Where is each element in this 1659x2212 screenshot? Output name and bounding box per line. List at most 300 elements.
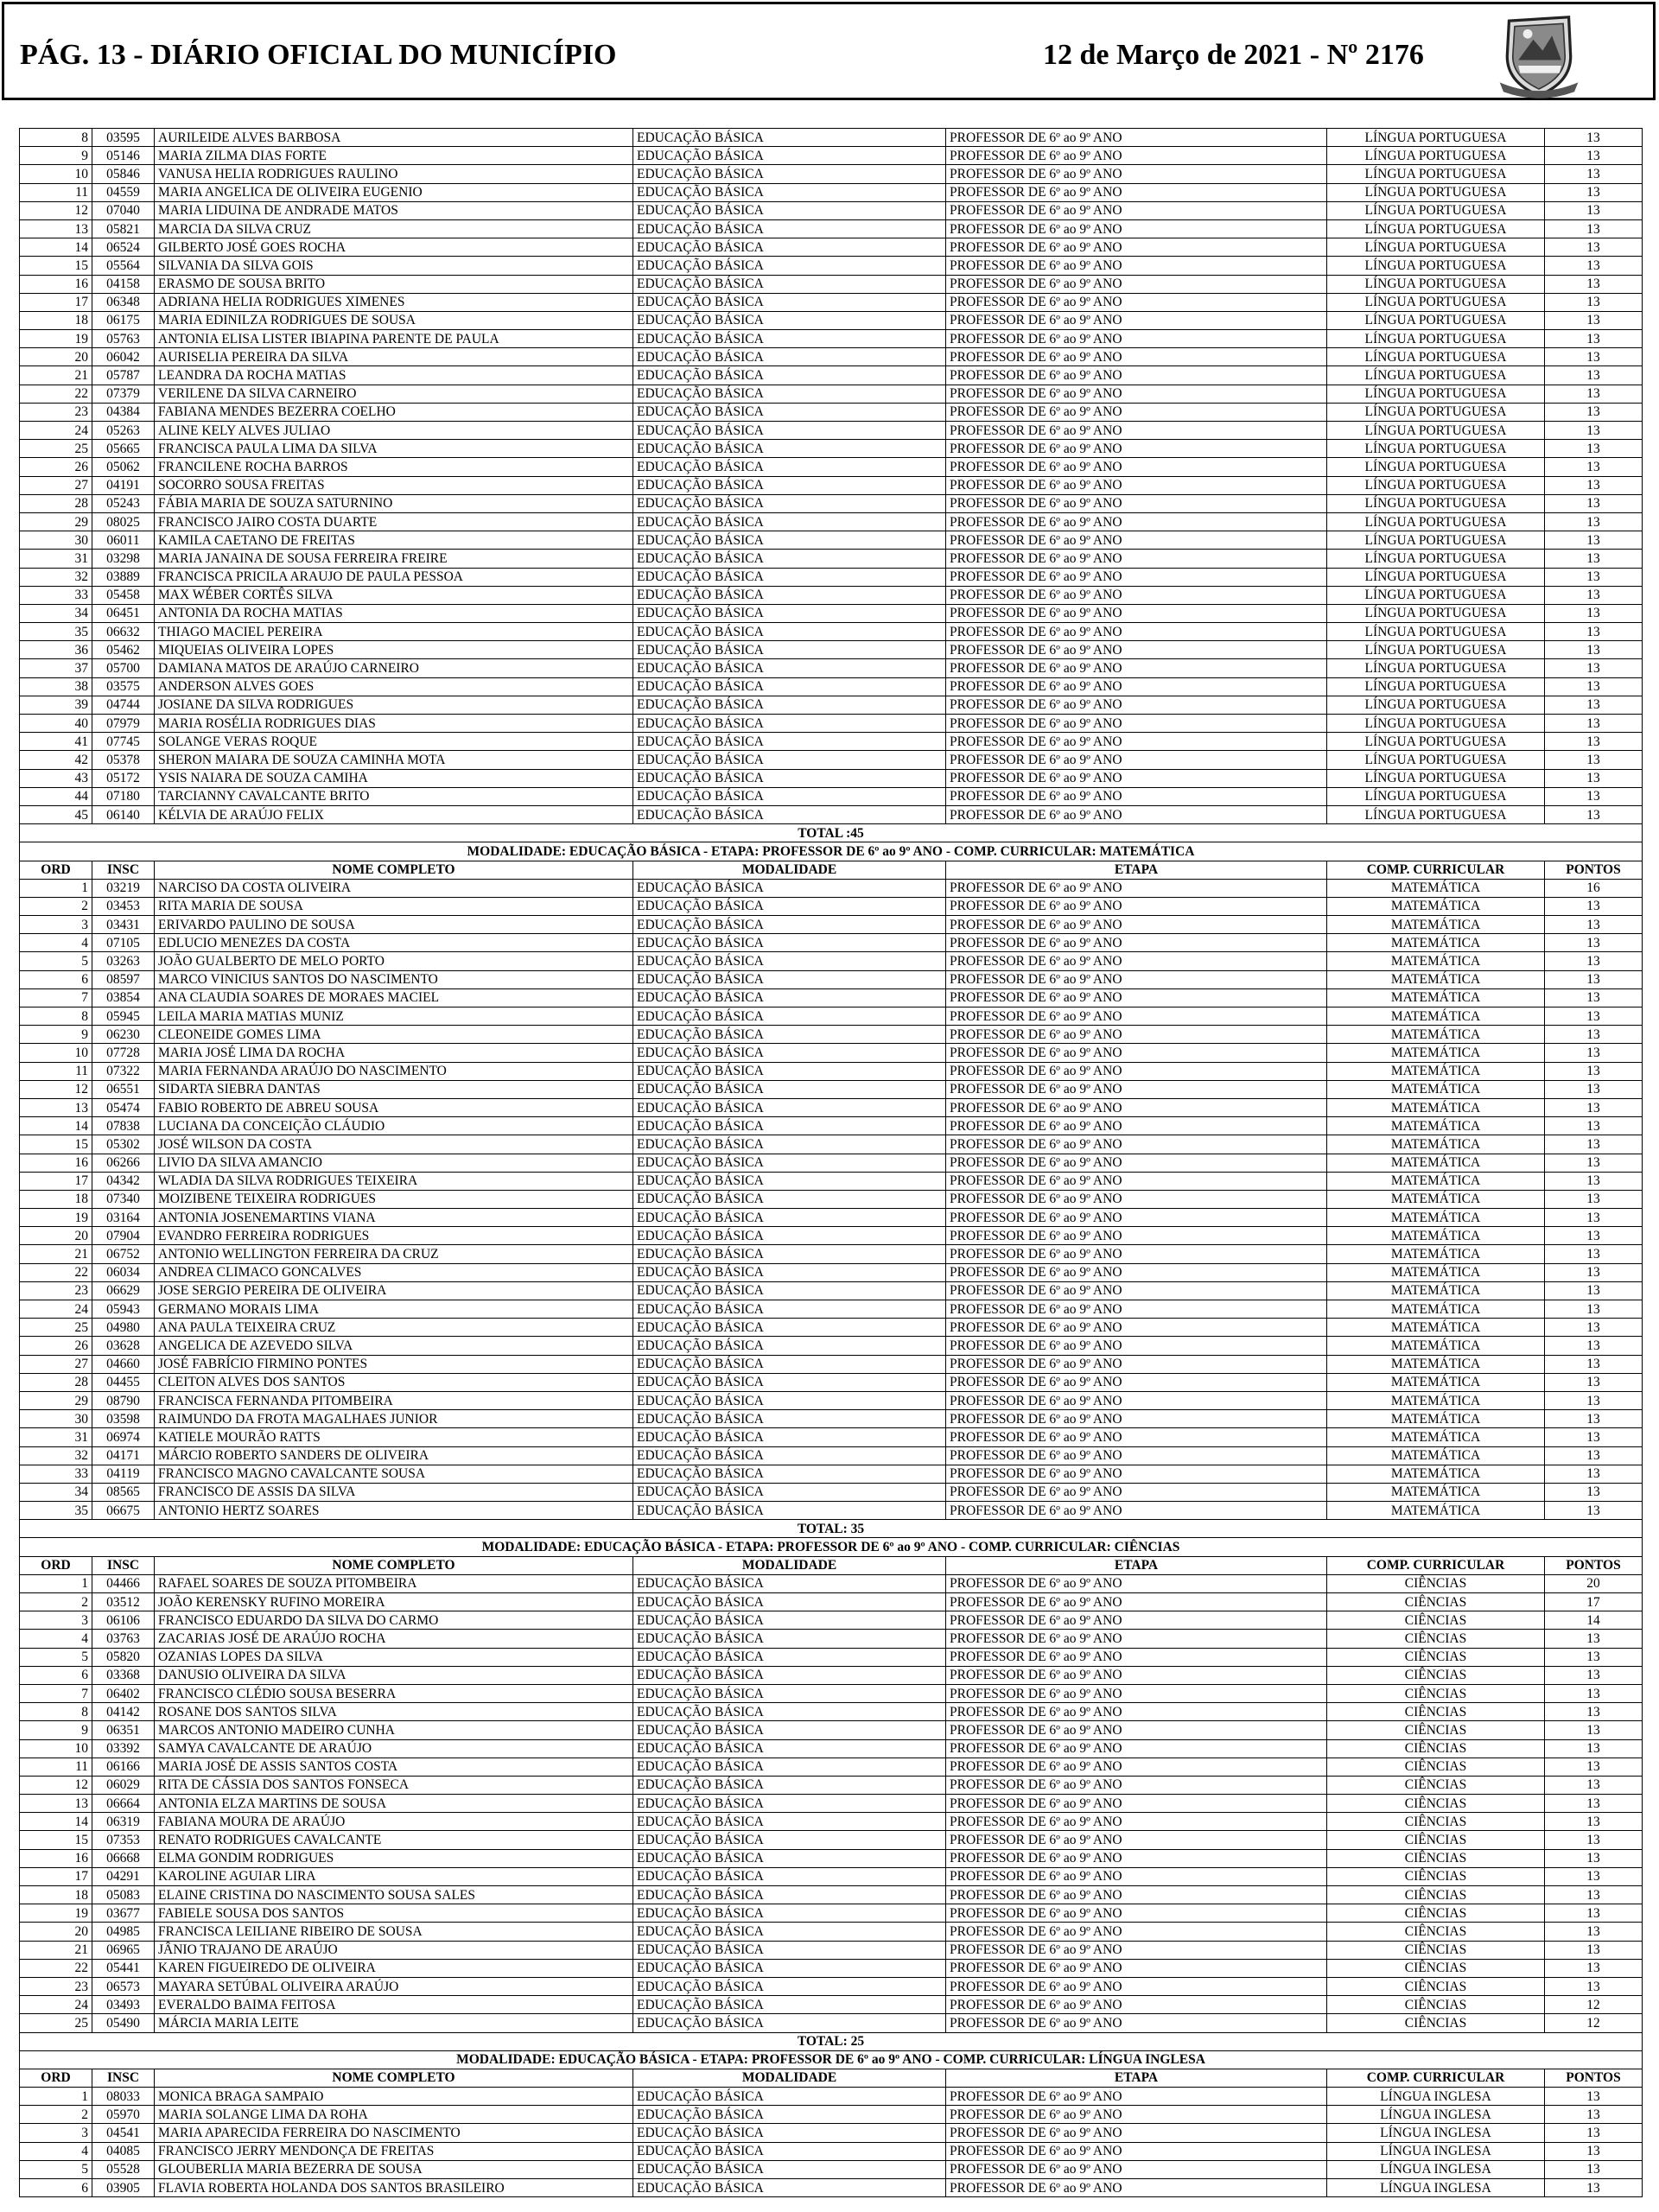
cell-modalidade: EDUCAÇÃO BÁSICA: [633, 623, 946, 641]
cell-nome: OZANIAS LOPES DA SILVA: [155, 1648, 633, 1666]
cell-insc: 06266: [92, 1154, 155, 1172]
cell-modalidade: EDUCAÇÃO BÁSICA: [633, 2088, 946, 2106]
cell-insc: 05821: [92, 219, 155, 238]
cell-nome: ANA PAULA TEIXEIRA CRUZ: [155, 1319, 633, 1337]
cell-nome: ALINE KELY ALVES JULIAO: [155, 422, 633, 440]
table-row: [20, 1172, 1643, 1190]
cell-ord: 10: [20, 1739, 92, 1758]
cell-modalidade: EDUCAÇÃO BÁSICA: [633, 165, 946, 183]
cell-ord: 22: [20, 1263, 92, 1281]
section-title: MODALIDADE: EDUCAÇÃO BÁSICA - ETAPA: PROFESSOR DE 6º ao 9º ANO - COMP. CURRICULAR: CIÊNCIAS: [20, 1538, 1643, 1556]
table-row: [20, 769, 1643, 787]
cell-etapa: PROFESSOR DE 6º ao 9º ANO: [946, 696, 1327, 714]
table-row: [20, 165, 1643, 183]
cell-pontos: 13: [1545, 805, 1643, 823]
cell-insc: 05970: [92, 2106, 155, 2124]
table-row: [20, 531, 1643, 550]
table-row: [20, 696, 1643, 714]
cell-etapa: PROFESSOR DE 6º ao 9º ANO: [946, 147, 1327, 165]
cell-etapa: PROFESSOR DE 6º ao 9º ANO: [946, 751, 1327, 769]
cell-insc: 05528: [92, 2160, 155, 2178]
cell-comp: MATEMÁTICA: [1327, 1154, 1545, 1172]
cell-ord: 20: [20, 1923, 92, 1941]
cell-etapa: PROFESSOR DE 6º ao 9º ANO: [946, 1428, 1327, 1446]
cell-pontos: 13: [1545, 641, 1643, 659]
cell-modalidade: EDUCAÇÃO BÁSICA: [633, 1190, 946, 1208]
table-row: [20, 129, 1643, 147]
cell-comp: MATEMÁTICA: [1327, 916, 1545, 934]
cell-modalidade: EDUCAÇÃO BÁSICA: [633, 1300, 946, 1319]
cell-modalidade: EDUCAÇÃO BÁSICA: [633, 257, 946, 275]
cell-ord: 16: [20, 1154, 92, 1172]
cell-ord: 26: [20, 458, 92, 476]
cell-comp: LÍNGUA INGLESA: [1327, 2124, 1545, 2142]
cell-ord: 31: [20, 1428, 92, 1446]
cell-modalidade: EDUCAÇÃO BÁSICA: [633, 1007, 946, 1026]
cell-insc: 06451: [92, 604, 155, 622]
cell-insc: 05243: [92, 494, 155, 512]
cell-insc: 04171: [92, 1446, 155, 1465]
cell-pontos: 13: [1545, 238, 1643, 257]
cell-comp: LÍNGUA PORTUGUESA: [1327, 641, 1545, 659]
cell-comp: LÍNGUA PORTUGUESA: [1327, 422, 1545, 440]
cell-ord: 15: [20, 1135, 92, 1154]
cell-modalidade: EDUCAÇÃO BÁSICA: [633, 952, 946, 970]
cell-etapa: PROFESSOR DE 6º ao 9º ANO: [946, 403, 1327, 421]
cell-pontos: 13: [1545, 1831, 1643, 1849]
cell-pontos: 13: [1545, 934, 1643, 952]
cell-ord: 1: [20, 1574, 92, 1592]
cell-ord: 21: [20, 1245, 92, 1263]
cell-nome: MOIZIBENE TEIXEIRA RODRIGUES: [155, 1190, 633, 1208]
cell-insc: 04142: [92, 1703, 155, 1721]
cell-nome: FLAVIA ROBERTA HOLANDA DOS SANTOS BRASILEIRO: [155, 2179, 633, 2197]
cell-etapa: PROFESSOR DE 6º ao 9º ANO: [946, 952, 1327, 970]
cell-insc: 05820: [92, 1648, 155, 1666]
cell-comp: LÍNGUA INGLESA: [1327, 2142, 1545, 2160]
cell-etapa: PROFESSOR DE 6º ao 9º ANO: [946, 988, 1327, 1007]
cell-modalidade: EDUCAÇÃO BÁSICA: [633, 2142, 946, 2160]
cell-pontos: 13: [1545, 1300, 1643, 1319]
cell-comp: CIÊNCIAS: [1327, 1739, 1545, 1758]
table-row: [20, 1483, 1643, 1501]
cell-etapa: PROFESSOR DE 6º ao 9º ANO: [946, 183, 1327, 201]
page-header: [2, 2, 1656, 100]
cell-comp: LÍNGUA PORTUGUESA: [1327, 733, 1545, 751]
cell-insc: 04541: [92, 2124, 155, 2142]
cell-nome: ANTONIO HERTZ SOARES: [155, 1502, 633, 1520]
cell-pontos: 13: [1545, 1007, 1643, 1026]
cell-comp: LÍNGUA PORTUGUESA: [1327, 512, 1545, 531]
cell-modalidade: EDUCAÇÃO BÁSICA: [633, 422, 946, 440]
cell-comp: MATEMÁTICA: [1327, 1391, 1545, 1409]
section-title-row: [20, 842, 1643, 861]
cell-ord: 11: [20, 1758, 92, 1776]
cell-insc: 06632: [92, 623, 155, 641]
cell-ord: 6: [20, 970, 92, 988]
cell-insc: 04342: [92, 1172, 155, 1190]
cell-etapa: PROFESSOR DE 6º ao 9º ANO: [946, 1611, 1327, 1630]
cell-insc: 03263: [92, 952, 155, 970]
table-row: [20, 1684, 1643, 1702]
cell-etapa: PROFESSOR DE 6º ao 9º ANO: [946, 897, 1327, 915]
cell-insc: 04455: [92, 1373, 155, 1391]
cell-ord: 3: [20, 916, 92, 934]
cell-modalidade: EDUCAÇÃO BÁSICA: [633, 1996, 946, 2014]
cell-etapa: PROFESSOR DE 6º ao 9º ANO: [946, 1813, 1327, 1831]
cell-etapa: PROFESSOR DE 6º ao 9º ANO: [946, 275, 1327, 293]
cell-pontos: 13: [1545, 385, 1643, 403]
cell-nome: SIDARTA SIEBRA DANTAS: [155, 1080, 633, 1098]
cell-pontos: 13: [1545, 330, 1643, 348]
cell-pontos: 13: [1545, 1813, 1643, 1831]
cell-modalidade: EDUCAÇÃO BÁSICA: [633, 1684, 946, 1702]
cell-nome: ADRIANA HELIA RODRIGUES XIMENES: [155, 293, 633, 311]
cell-nome: ERASMO DE SOUSA BRITO: [155, 275, 633, 293]
cell-pontos: 13: [1545, 1209, 1643, 1227]
cell-pontos: 13: [1545, 476, 1643, 494]
municipal-seal-icon: [1492, 8, 1586, 101]
column-header-etapa: ETAPA: [946, 2069, 1327, 2087]
cell-comp: LÍNGUA PORTUGUESA: [1327, 604, 1545, 622]
table-row: [20, 1977, 1643, 1995]
table-row: [20, 2160, 1643, 2178]
cell-comp: LÍNGUA PORTUGUESA: [1327, 751, 1545, 769]
cell-pontos: 13: [1545, 1483, 1643, 1501]
cell-etapa: PROFESSOR DE 6º ao 9º ANO: [946, 677, 1327, 696]
table-row: [20, 1245, 1643, 1263]
cell-insc: 06965: [92, 1941, 155, 1959]
cell-insc: 05945: [92, 1007, 155, 1026]
cell-comp: LÍNGUA PORTUGUESA: [1327, 805, 1545, 823]
cell-comp: CIÊNCIAS: [1327, 1593, 1545, 1611]
cell-modalidade: EDUCAÇÃO BÁSICA: [633, 1281, 946, 1300]
cell-comp: MATEMÁTICA: [1327, 934, 1545, 952]
cell-nome: JOSIANE DA SILVA RODRIGUES: [155, 696, 633, 714]
cell-ord: 7: [20, 1684, 92, 1702]
cell-ord: 38: [20, 677, 92, 696]
cell-modalidade: EDUCAÇÃO BÁSICA: [633, 1373, 946, 1391]
cell-modalidade: EDUCAÇÃO BÁSICA: [633, 1483, 946, 1501]
cell-etapa: PROFESSOR DE 6º ao 9º ANO: [946, 293, 1327, 311]
cell-modalidade: EDUCAÇÃO BÁSICA: [633, 769, 946, 787]
cell-nome: ANGELICA DE AZEVEDO SILVA: [155, 1337, 633, 1355]
cell-modalidade: EDUCAÇÃO BÁSICA: [633, 1319, 946, 1337]
cell-ord: 18: [20, 1190, 92, 1208]
table-row: [20, 1209, 1643, 1227]
cell-etapa: PROFESSOR DE 6º ao 9º ANO: [946, 2088, 1327, 2106]
cell-comp: MATEMÁTICA: [1327, 1337, 1545, 1355]
table-row: [20, 1428, 1643, 1446]
cell-ord: 41: [20, 733, 92, 751]
cell-ord: 17: [20, 1867, 92, 1885]
column-header-insc: INSC: [92, 1556, 155, 1574]
cell-ord: 15: [20, 1831, 92, 1849]
column-header-row: [20, 1556, 1643, 1574]
cell-modalidade: EDUCAÇÃO BÁSICA: [633, 219, 946, 238]
cell-modalidade: EDUCAÇÃO BÁSICA: [633, 550, 946, 568]
cell-insc: 05763: [92, 330, 155, 348]
cell-ord: 2: [20, 897, 92, 915]
cell-pontos: 13: [1545, 1758, 1643, 1776]
table-row: [20, 2088, 1643, 2106]
table-row: [20, 1630, 1643, 1648]
cell-nome: AURISELIA PEREIRA DA SILVA: [155, 348, 633, 366]
column-header-ord: ORD: [20, 1556, 92, 1574]
cell-pontos: 13: [1545, 2179, 1643, 2197]
cell-pontos: 13: [1545, 604, 1643, 622]
cell-insc: 03493: [92, 1996, 155, 2014]
column-header-pontos: PONTOS: [1545, 2069, 1643, 2087]
table-row: [20, 2014, 1643, 2032]
table-row: [20, 677, 1643, 696]
table-row: [20, 1337, 1643, 1355]
cell-modalidade: EDUCAÇÃO BÁSICA: [633, 1941, 946, 1959]
cell-insc: 07322: [92, 1062, 155, 1080]
table-row: [20, 1410, 1643, 1428]
table-row: [20, 586, 1643, 604]
cell-nome: SILVANIA DA SILVA GOIS: [155, 257, 633, 275]
table-row: [20, 733, 1643, 751]
cell-insc: 03763: [92, 1630, 155, 1648]
cell-etapa: PROFESSOR DE 6º ao 9º ANO: [946, 1446, 1327, 1465]
cell-etapa: PROFESSOR DE 6º ao 9º ANO: [946, 311, 1327, 329]
cell-comp: MATEMÁTICA: [1327, 1190, 1545, 1208]
cell-etapa: PROFESSOR DE 6º ao 9º ANO: [946, 348, 1327, 366]
cell-etapa: PROFESSOR DE 6º ao 9º ANO: [946, 1739, 1327, 1758]
cell-pontos: 13: [1545, 458, 1643, 476]
cell-modalidade: EDUCAÇÃO BÁSICA: [633, 129, 946, 147]
table-row: [20, 1355, 1643, 1373]
cell-modalidade: EDUCAÇÃO BÁSICA: [633, 879, 946, 897]
cell-insc: 06011: [92, 531, 155, 550]
cell-comp: MATEMÁTICA: [1327, 1209, 1545, 1227]
table-row: [20, 970, 1643, 988]
column-header-insc: INSC: [92, 861, 155, 879]
cell-modalidade: EDUCAÇÃO BÁSICA: [633, 1904, 946, 1923]
cell-comp: CIÊNCIAS: [1327, 1611, 1545, 1630]
cell-etapa: PROFESSOR DE 6º ao 9º ANO: [946, 1300, 1327, 1319]
cell-pontos: 13: [1545, 1849, 1643, 1867]
cell-ord: 29: [20, 1391, 92, 1409]
cell-etapa: PROFESSOR DE 6º ao 9º ANO: [946, 1703, 1327, 1721]
cell-comp: LÍNGUA PORTUGUESA: [1327, 183, 1545, 201]
cell-pontos: 13: [1545, 1923, 1643, 1941]
cell-comp: CIÊNCIAS: [1327, 1758, 1545, 1776]
cell-modalidade: EDUCAÇÃO BÁSICA: [633, 1795, 946, 1813]
table-row: [20, 1739, 1643, 1758]
column-header-nome: NOME COMPLETO: [155, 2069, 633, 2087]
cell-insc: 06551: [92, 1080, 155, 1098]
cell-ord: 24: [20, 1300, 92, 1319]
cell-modalidade: EDUCAÇÃO BÁSICA: [633, 2160, 946, 2178]
cell-etapa: PROFESSOR DE 6º ao 9º ANO: [946, 1831, 1327, 1849]
table-row: [20, 385, 1643, 403]
cell-ord: 27: [20, 1355, 92, 1373]
cell-insc: 08025: [92, 512, 155, 531]
cell-comp: LÍNGUA PORTUGUESA: [1327, 366, 1545, 385]
cell-ord: 17: [20, 293, 92, 311]
cell-ord: 40: [20, 715, 92, 733]
cell-etapa: PROFESSOR DE 6º ao 9º ANO: [946, 440, 1327, 458]
cell-pontos: 13: [1545, 1245, 1643, 1263]
cell-modalidade: EDUCAÇÃO BÁSICA: [633, 183, 946, 201]
cell-modalidade: EDUCAÇÃO BÁSICA: [633, 1977, 946, 1995]
cell-comp: CIÊNCIAS: [1327, 1959, 1545, 1977]
cell-insc: 03368: [92, 1666, 155, 1684]
cell-comp: LÍNGUA PORTUGUESA: [1327, 201, 1545, 219]
cell-modalidade: EDUCAÇÃO BÁSICA: [633, 1923, 946, 1941]
cell-nome: LEANDRA DA ROCHA MATIAS: [155, 366, 633, 385]
cell-ord: 2: [20, 2106, 92, 2124]
cell-insc: 03677: [92, 1904, 155, 1923]
cell-nome: ANTONIA JOSENEMARTINS VIANA: [155, 1209, 633, 1227]
cell-comp: LÍNGUA PORTUGUESA: [1327, 769, 1545, 787]
cell-etapa: PROFESSOR DE 6º ao 9º ANO: [946, 330, 1327, 348]
cell-insc: 07340: [92, 1190, 155, 1208]
cell-nome: KAMILA CAETANO DE FREITAS: [155, 531, 633, 550]
cell-nome: FRANCISCO JERRY MENDONÇA DE FREITAS: [155, 2142, 633, 2160]
cell-modalidade: EDUCAÇÃO BÁSICA: [633, 1959, 946, 1977]
cell-comp: LÍNGUA PORTUGUESA: [1327, 147, 1545, 165]
cell-etapa: PROFESSOR DE 6º ao 9º ANO: [946, 550, 1327, 568]
cell-ord: 17: [20, 1172, 92, 1190]
cell-ord: 12: [20, 1080, 92, 1098]
cell-comp: MATEMÁTICA: [1327, 1483, 1545, 1501]
cell-pontos: 13: [1545, 494, 1643, 512]
table-row: [20, 1062, 1643, 1080]
cell-etapa: PROFESSOR DE 6º ao 9º ANO: [946, 641, 1327, 659]
cell-insc: 04191: [92, 476, 155, 494]
cell-pontos: 13: [1545, 1721, 1643, 1739]
cell-nome: ANTONIA ELISA LISTER IBIAPINA PARENTE DE PAULA: [155, 330, 633, 348]
section-title: MODALIDADE: EDUCAÇÃO BÁSICA - ETAPA: PROFESSOR DE 6º ao 9º ANO - COMP. CURRICULAR: LÍNGUA INGLESA: [20, 2050, 1643, 2069]
cell-pontos: 13: [1545, 1190, 1643, 1208]
table-row: [20, 1758, 1643, 1776]
cell-modalidade: EDUCAÇÃO BÁSICA: [633, 311, 946, 329]
cell-nome: MARCO VINICIUS SANTOS DO NASCIMENTO: [155, 970, 633, 988]
cell-modalidade: EDUCAÇÃO BÁSICA: [633, 988, 946, 1007]
cell-insc: 07353: [92, 1831, 155, 1849]
cell-etapa: PROFESSOR DE 6º ao 9º ANO: [946, 422, 1327, 440]
table-row: [20, 238, 1643, 257]
cell-comp: LÍNGUA PORTUGUESA: [1327, 696, 1545, 714]
cell-nome: FRANCILENE ROCHA BARROS: [155, 458, 633, 476]
table-row: [20, 2124, 1643, 2142]
cell-pontos: 13: [1545, 1154, 1643, 1172]
cell-pontos: 13: [1545, 696, 1643, 714]
cell-pontos: 20: [1545, 1574, 1643, 1592]
cell-ord: 18: [20, 311, 92, 329]
cell-nome: MARCOS ANTONIO MADEIRO CUNHA: [155, 1721, 633, 1739]
cell-insc: 03595: [92, 129, 155, 147]
table-row: [20, 897, 1643, 915]
cell-pontos: 13: [1545, 348, 1643, 366]
table-row: [20, 1593, 1643, 1611]
table-row: [20, 440, 1643, 458]
cell-ord: 16: [20, 1849, 92, 1867]
cell-nome: LEILA MARIA MATIAS MUNIZ: [155, 1007, 633, 1026]
cell-modalidade: EDUCAÇÃO BÁSICA: [633, 751, 946, 769]
cell-nome: FABIELE SOUSA DOS SANTOS: [155, 1904, 633, 1923]
cell-nome: MARIA ZILMA DIAS FORTE: [155, 147, 633, 165]
cell-pontos: 13: [1545, 403, 1643, 421]
cell-modalidade: EDUCAÇÃO BÁSICA: [633, 1245, 946, 1263]
cell-pontos: 13: [1545, 1886, 1643, 1904]
table-row: [20, 1465, 1643, 1483]
cell-ord: 25: [20, 1319, 92, 1337]
cell-insc: 03628: [92, 1337, 155, 1355]
cell-ord: 18: [20, 1886, 92, 1904]
table-row: [20, 458, 1643, 476]
column-header-etapa: ETAPA: [946, 861, 1327, 879]
column-header-row: [20, 2069, 1643, 2087]
cell-insc: 05302: [92, 1135, 155, 1154]
cell-comp: LÍNGUA PORTUGUESA: [1327, 348, 1545, 366]
cell-etapa: PROFESSOR DE 6º ao 9º ANO: [946, 1648, 1327, 1666]
cell-comp: LÍNGUA PORTUGUESA: [1327, 275, 1545, 293]
table-row: [20, 403, 1643, 421]
cell-pontos: 13: [1545, 550, 1643, 568]
cell-comp: LÍNGUA INGLESA: [1327, 2179, 1545, 2197]
cell-modalidade: EDUCAÇÃO BÁSICA: [633, 1428, 946, 1446]
cell-ord: 37: [20, 659, 92, 677]
cell-pontos: 13: [1545, 183, 1643, 201]
table-row: [20, 988, 1643, 1007]
cell-comp: CIÊNCIAS: [1327, 1886, 1545, 1904]
cell-modalidade: EDUCAÇÃO BÁSICA: [633, 275, 946, 293]
cell-nome: JOSE SERGIO PEREIRA DE OLIVEIRA: [155, 1281, 633, 1300]
cell-pontos: 13: [1545, 512, 1643, 531]
cell-modalidade: EDUCAÇÃO BÁSICA: [633, 330, 946, 348]
cell-pontos: 13: [1545, 1263, 1643, 1281]
cell-etapa: PROFESSOR DE 6º ao 9º ANO: [946, 1886, 1327, 1904]
cell-etapa: PROFESSOR DE 6º ao 9º ANO: [946, 1355, 1327, 1373]
cell-etapa: PROFESSOR DE 6º ao 9º ANO: [946, 1758, 1327, 1776]
cell-pontos: 13: [1545, 1446, 1643, 1465]
cell-etapa: PROFESSOR DE 6º ao 9º ANO: [946, 1007, 1327, 1026]
cell-modalidade: EDUCAÇÃO BÁSICA: [633, 1776, 946, 1794]
cell-modalidade: EDUCAÇÃO BÁSICA: [633, 201, 946, 219]
cell-insc: 03889: [92, 568, 155, 586]
cell-modalidade: EDUCAÇÃO BÁSICA: [633, 1813, 946, 1831]
cell-etapa: PROFESSOR DE 6º ao 9º ANO: [946, 129, 1327, 147]
cell-insc: 06348: [92, 293, 155, 311]
cell-nome: THIAGO MACIEL PEREIRA: [155, 623, 633, 641]
cell-nome: ANA CLAUDIA SOARES DE MORAES MACIEL: [155, 988, 633, 1007]
cell-insc: 06106: [92, 1611, 155, 1630]
cell-comp: MATEMÁTICA: [1327, 1135, 1545, 1154]
cell-ord: 35: [20, 1502, 92, 1520]
cell-pontos: 13: [1545, 733, 1643, 751]
cell-etapa: PROFESSOR DE 6º ao 9º ANO: [946, 1209, 1327, 1227]
column-header-row: [20, 861, 1643, 879]
cell-ord: 33: [20, 1465, 92, 1483]
cell-insc: 03854: [92, 988, 155, 1007]
cell-insc: 03512: [92, 1593, 155, 1611]
table-row: [20, 311, 1643, 329]
cell-modalidade: EDUCAÇÃO BÁSICA: [633, 2106, 946, 2124]
table-row: [20, 275, 1643, 293]
cell-modalidade: EDUCAÇÃO BÁSICA: [633, 1758, 946, 1776]
cell-comp: LÍNGUA PORTUGUESA: [1327, 165, 1545, 183]
cell-etapa: PROFESSOR DE 6º ao 9º ANO: [946, 1026, 1327, 1044]
cell-etapa: PROFESSOR DE 6º ao 9º ANO: [946, 1373, 1327, 1391]
cell-pontos: 13: [1545, 1410, 1643, 1428]
cell-pontos: 13: [1545, 1080, 1643, 1098]
cell-nome: GILBERTO JOSÉ GOES ROCHA: [155, 238, 633, 257]
table-row: [20, 751, 1643, 769]
